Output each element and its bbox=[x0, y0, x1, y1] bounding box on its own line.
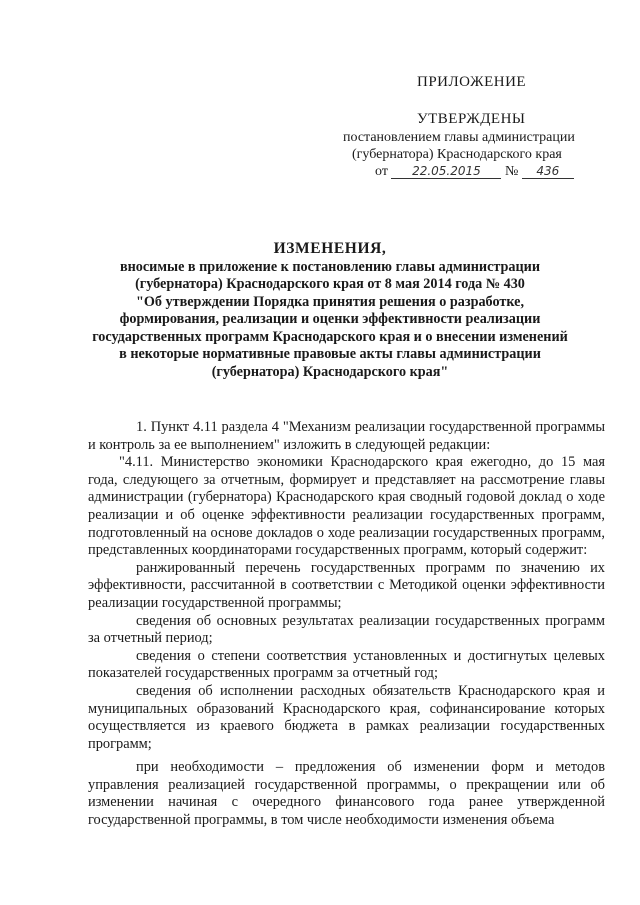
from-label: от bbox=[375, 164, 388, 179]
decree-date-line bbox=[375, 164, 574, 180]
approved-label: УТВЕРЖДЕНЫ bbox=[417, 111, 526, 127]
handwritten-number: 436 bbox=[522, 164, 574, 179]
title-line: в некоторые нормативные правовые акты главы администрации bbox=[119, 346, 541, 362]
title-line: вносимые в приложение к постановлению главы администрации bbox=[119, 258, 541, 275]
title-line: государственных программ Краснодарского края и о внесении изменений bbox=[92, 328, 568, 345]
paragraph-4: сведения об основных результатах реализации государственных программ за отчетный период; bbox=[88, 612, 605, 647]
title-main: ИЗМЕНЕНИЯ, bbox=[273, 240, 387, 257]
title-line: "Об утверждении Порядка принятия решения о разработке, bbox=[135, 293, 524, 310]
handwritten-date: 22.05.2015 bbox=[391, 164, 501, 179]
paragraph-3: ранжированный перечень государственных программ по значению их эффективности, рассчитанной в соответствии с Методикой оценки эффективности реализации государственной программы; bbox=[88, 559, 605, 611]
title-line: формирования, реализации и оценки эффективности реализации bbox=[119, 311, 541, 327]
paragraph-2: "4.11. Министерство экономики Краснодарского края ежегодно, до 15 мая года, следующего за отчетным, формирует и представляет на рассмотрение главы администрации (губернатора) Краснодарского края сводный годовой доклад о ходе реализации и об оценке эффективности реализации государственных программ, подготовленный на основе докладов о ходе реализации государственных программ, представленных координаторами государственных программ, который содержит: bbox=[88, 454, 605, 559]
paragraph-1: 1. Пункт 4.11 раздела 4 "Механизм реализации государственной программы и контроль за ее выполнением" изложить в следующей редакции: bbox=[88, 419, 605, 453]
appendix-label: ПРИЛОЖЕНИЕ bbox=[417, 74, 527, 90]
paragraph-6: сведения об исполнении расходных обязательств Краснодарского края и муниципальных образований Краснодарского края, софинансирование которых осуществляется из краевого бюджета в рамках реализации государственных программ; bbox=[88, 682, 605, 752]
paragraph-7: при необходимости – предложения об изменении форм и методов управления реализацией государственной программы, о прекращении или об изменении начиная с очередного финансового года ранее утвержденной государственной программы, в том числе необходимости изменения объема bbox=[88, 759, 605, 829]
decree-line-2: (губернатора) Краснодарского края bbox=[352, 147, 562, 162]
document-body bbox=[88, 419, 605, 830]
number-label: № bbox=[504, 164, 519, 179]
title-line: (губернатора) Краснодарского края" bbox=[211, 363, 449, 380]
title-line: (губернатора) Краснодарского края от 8 мая 2014 года № 430 bbox=[135, 276, 525, 292]
document-title bbox=[90, 240, 570, 381]
paragraph-5: сведения о степени соответствия установленных и достигнутых целевых показателей государственных программ за отчетный год; bbox=[88, 647, 605, 682]
decree-line-1: постановлением главы администрации bbox=[343, 130, 575, 145]
